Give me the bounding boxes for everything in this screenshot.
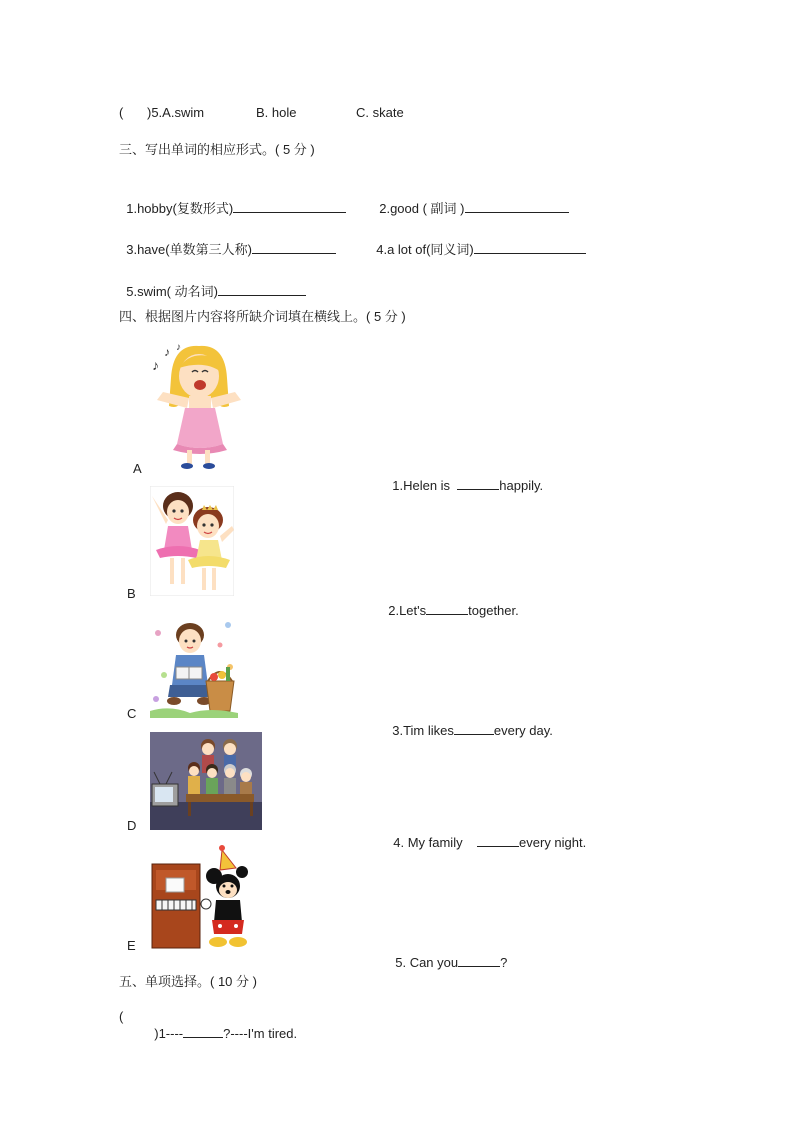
- s5-q1-paren: (: [119, 1009, 124, 1024]
- s3-item-5: [119, 267, 306, 300]
- s3-item-2: [372, 184, 569, 217]
- s3-item-5-blank[interactable]: [218, 283, 306, 296]
- ballet-dancers-picture: [150, 486, 234, 596]
- row-d-pre: 4. My family: [393, 835, 478, 850]
- music-note-icon: ♪: [176, 342, 181, 353]
- row-c-blank[interactable]: [454, 722, 494, 735]
- s3-item-3-label: 3.have(单数第三人称): [126, 242, 252, 257]
- s3-item-2-blank[interactable]: [465, 200, 569, 213]
- s5-q1-blank[interactable]: [183, 1025, 223, 1038]
- row-d-sentence: [386, 818, 586, 851]
- row-a-sentence: [385, 461, 543, 494]
- q5-paren: (: [119, 105, 124, 120]
- s3-item-1-label: 1.hobby(复数形式): [126, 201, 234, 216]
- row-d-blank[interactable]: [477, 834, 519, 847]
- row-a-pre: 1.Helen is: [392, 478, 458, 493]
- s5-q1-post: ?----I'm tired.: [223, 1026, 298, 1041]
- section3-title: 三、写出单词的相应形式。( 5 分 ): [119, 142, 315, 157]
- row-c-letter: C: [127, 706, 137, 721]
- row-b-pre: 2.Let's: [388, 603, 427, 618]
- s5-q1-pre: )1----: [154, 1026, 184, 1041]
- row-c-pre: 3.Tim likes: [392, 723, 454, 738]
- s3-item-1: [119, 184, 346, 217]
- s5-q1: [147, 1009, 297, 1042]
- row-c-post: every day.: [493, 723, 553, 738]
- row-e-sentence: [388, 938, 507, 971]
- family-tv-illustration: [150, 732, 262, 830]
- row-d-letter: D: [127, 818, 137, 833]
- q5-option-c: C. skate: [356, 105, 404, 120]
- mickey-piano-illustration: [150, 842, 248, 952]
- row-a-post: happily.: [499, 478, 544, 493]
- s3-item-2-label: 2.good ( 副词 ): [379, 201, 465, 216]
- s3-item-4: [369, 225, 586, 258]
- family-watching-tv-picture: [150, 732, 262, 830]
- s3-item-1-blank[interactable]: [233, 200, 346, 213]
- s3-item-4-blank[interactable]: [474, 241, 586, 254]
- row-b-post: together.: [468, 603, 519, 618]
- s3-item-3: [119, 225, 336, 258]
- s3-item-5-label: 5.swim( 动名词): [126, 284, 218, 299]
- row-d-post: every night.: [519, 835, 587, 850]
- section4-title: 四、根据图片内容将所缺介词填在横线上。( 5 分 ): [119, 309, 406, 324]
- q5-option-b: B. hole: [256, 105, 297, 120]
- singing-girl-illustration: [149, 338, 245, 472]
- singing-girl-picture: [149, 338, 245, 472]
- music-note-icon: ♪: [164, 345, 170, 359]
- boy-reading-picnic-picture: [150, 615, 238, 718]
- section5-title: 五、单项选择。( 10 分 ): [119, 974, 257, 989]
- s3-item-4-label: 4.a lot of(同义词): [376, 242, 474, 257]
- row-c-sentence: [385, 706, 553, 739]
- row-a-blank[interactable]: [457, 477, 499, 490]
- row-e-letter: E: [127, 938, 136, 953]
- row-a-letter: A: [133, 461, 142, 476]
- row-e-pre: 5. Can you: [395, 955, 459, 970]
- q5-option-a: )5.A.swim: [147, 105, 205, 120]
- row-b-letter: B: [127, 586, 136, 601]
- row-e-post: ?: [500, 955, 508, 970]
- music-note-icon: ♪: [152, 357, 159, 373]
- row-b-blank[interactable]: [426, 602, 468, 615]
- row-b-sentence: [381, 586, 519, 619]
- boy-reading-illustration: [150, 615, 238, 718]
- ballet-dancers-illustration: [150, 486, 234, 596]
- row-e-blank[interactable]: [458, 954, 500, 967]
- s3-item-3-blank[interactable]: [252, 241, 336, 254]
- mickey-piano-picture: [150, 842, 248, 952]
